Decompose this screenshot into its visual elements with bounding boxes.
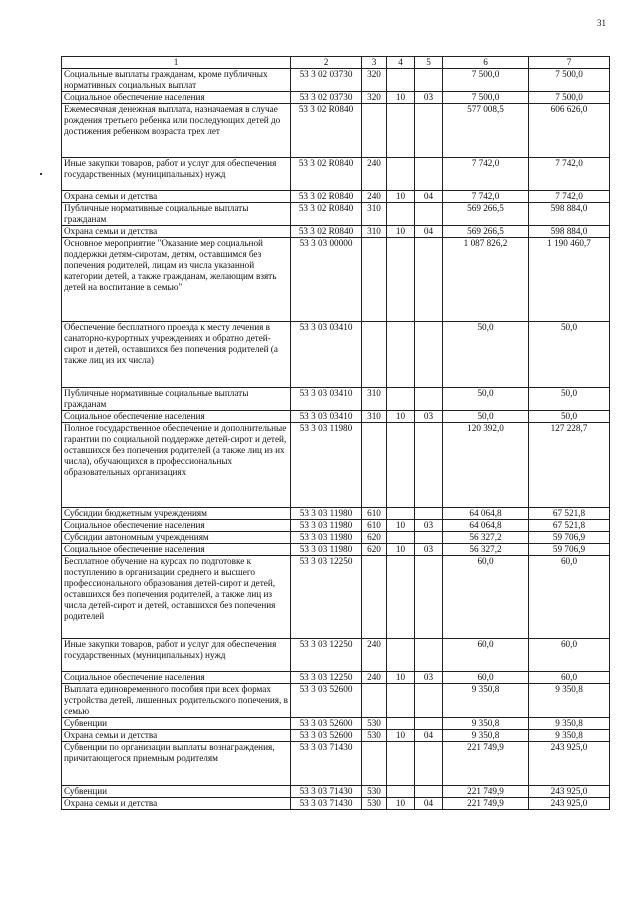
- column-header: 3: [362, 57, 387, 69]
- row-name: Субвенции по организации выплаты вознаграждения, причитающегося приемным родителям: [62, 742, 291, 786]
- row-amount-col6: 56 327,2: [443, 532, 529, 544]
- column-header: 1: [62, 57, 291, 69]
- row-amount-col7: 243 925,0: [529, 742, 610, 786]
- row-code: 53 3 03 52600: [291, 718, 362, 730]
- row-section: [387, 388, 415, 411]
- row-expense-type: 530: [362, 718, 387, 730]
- row-amount-col6: 56 327,2: [443, 544, 529, 556]
- row-amount-col7: 59 706,9: [529, 544, 610, 556]
- row-section: 10: [387, 798, 415, 810]
- row-code: 53 3 03 12250: [291, 639, 362, 672]
- row-section: [387, 203, 415, 226]
- row-amount-col6: 50,0: [443, 411, 529, 423]
- row-amount-col7: 67 521,8: [529, 508, 610, 520]
- row-expense-type: 530: [362, 730, 387, 742]
- margin-mark: [40, 173, 42, 175]
- row-code: 53 3 02 03730: [291, 92, 362, 104]
- row-section: [387, 69, 415, 92]
- row-code: 53 3 03 71430: [291, 742, 362, 786]
- row-expense-type: 530: [362, 786, 387, 798]
- row-subsection: [415, 508, 443, 520]
- row-code: 53 3 03 71430: [291, 786, 362, 798]
- table-row: [62, 423, 610, 508]
- table-row: [62, 191, 610, 203]
- row-section: 10: [387, 191, 415, 203]
- row-code: 53 3 03 11980: [291, 520, 362, 532]
- row-section: [387, 718, 415, 730]
- row-expense-type: [362, 238, 387, 322]
- row-expense-type: 320: [362, 92, 387, 104]
- row-amount-col7: 7 500,0: [529, 69, 610, 92]
- row-amount-col6: 50,0: [443, 322, 529, 388]
- row-amount-col6: 7 742,0: [443, 191, 529, 203]
- row-name: Полное государственное обеспечение и дополнительные гарантии по социальной поддержке детей-сирот и детей, оставшихся без попечения родителей (а также лиц из их числа), обучающихся в профессиональных образовательных организациях: [62, 423, 291, 508]
- table-header-row: [62, 57, 610, 69]
- row-name: Иные закупки товаров, работ и услуг для обеспечения государственных (муниципальных) нужд: [62, 158, 291, 191]
- row-expense-type: [362, 104, 387, 158]
- row-amount-col6: 7 742,0: [443, 158, 529, 191]
- row-subsection: [415, 158, 443, 191]
- row-expense-type: [362, 684, 387, 718]
- row-subsection: [415, 388, 443, 411]
- row-expense-type: 240: [362, 158, 387, 191]
- row-name: Социальные выплаты гражданам, кроме публичных нормативных социальных выплат: [62, 69, 291, 92]
- row-amount-col7: 50,0: [529, 411, 610, 423]
- row-name: Выплата единовременного пособия при всех формах устройства детей, лишенных родительского попечения, в семью: [62, 684, 291, 718]
- row-expense-type: [362, 423, 387, 508]
- row-name: Социальное обеспечение населения: [62, 92, 291, 104]
- row-expense-type: [362, 556, 387, 639]
- row-subsection: 04: [415, 226, 443, 238]
- row-subsection: [415, 532, 443, 544]
- table-row: [62, 544, 610, 556]
- row-subsection: 03: [415, 520, 443, 532]
- row-subsection: 04: [415, 730, 443, 742]
- row-name: Публичные нормативные социальные выплаты гражданам: [62, 203, 291, 226]
- row-code: 53 3 02 R0840: [291, 104, 362, 158]
- row-expense-type: [362, 322, 387, 388]
- table-row: [62, 388, 610, 411]
- row-amount-col7: 60,0: [529, 672, 610, 684]
- row-amount-col7: 243 925,0: [529, 786, 610, 798]
- page-number: 31: [597, 18, 606, 28]
- row-code: 53 3 02 R0840: [291, 226, 362, 238]
- row-name: Публичные нормативные социальные выплаты гражданам: [62, 388, 291, 411]
- table-row: [62, 672, 610, 684]
- row-name: Социальное обеспечение населения: [62, 672, 291, 684]
- row-name: Охрана семьи и детства: [62, 191, 291, 203]
- row-subsection: [415, 104, 443, 158]
- row-amount-col7: 7 500,0: [529, 92, 610, 104]
- column-header: 4: [387, 57, 415, 69]
- row-name: Охрана семьи и детства: [62, 226, 291, 238]
- row-subsection: [415, 556, 443, 639]
- row-amount-col7: 60,0: [529, 639, 610, 672]
- row-amount-col6: 221 749,9: [443, 798, 529, 810]
- row-subsection: 03: [415, 544, 443, 556]
- row-amount-col6: 569 266,5: [443, 226, 529, 238]
- row-name: Охрана семьи и детства: [62, 730, 291, 742]
- row-amount-col7: 606 626,0: [529, 104, 610, 158]
- row-amount-col7: 598 884,0: [529, 226, 610, 238]
- row-amount-col7: 59 706,9: [529, 532, 610, 544]
- row-amount-col7: 127 228,7: [529, 423, 610, 508]
- row-name: Субсидии бюджетным учреждениям: [62, 508, 291, 520]
- row-section: [387, 158, 415, 191]
- column-header: 6: [443, 57, 529, 69]
- row-code: 53 3 03 11980: [291, 423, 362, 508]
- row-amount-col7: 50,0: [529, 388, 610, 411]
- row-code: 53 3 03 11980: [291, 532, 362, 544]
- budget-table: [61, 56, 610, 810]
- row-code: 53 3 02 03730: [291, 69, 362, 92]
- row-section: [387, 556, 415, 639]
- row-section: 10: [387, 544, 415, 556]
- row-amount-col6: 60,0: [443, 556, 529, 639]
- table-row: [62, 639, 610, 672]
- row-amount-col7: 598 884,0: [529, 203, 610, 226]
- row-amount-col6: 9 350,8: [443, 684, 529, 718]
- row-expense-type: 310: [362, 226, 387, 238]
- row-subsection: [415, 203, 443, 226]
- row-amount-col6: 64 064,8: [443, 520, 529, 532]
- row-code: 53 3 02 R0840: [291, 158, 362, 191]
- row-section: [387, 639, 415, 672]
- row-subsection: [415, 423, 443, 508]
- row-amount-col7: 67 521,8: [529, 520, 610, 532]
- row-name: Основное мероприятие "Оказание мер социальной поддержки детям-сиротам, детям, оставшимся без попечения родителей, лицам из числа указанной категории детей, а также гражданам, желающим взять детей на воспитание в семью": [62, 238, 291, 322]
- row-amount-col6: 9 350,8: [443, 730, 529, 742]
- table-row: [62, 238, 610, 322]
- row-section: 10: [387, 92, 415, 104]
- row-name: Субвенции: [62, 786, 291, 798]
- row-code: 53 3 03 00000: [291, 238, 362, 322]
- row-amount-col6: 64 064,8: [443, 508, 529, 520]
- row-name: Социальное обеспечение населения: [62, 520, 291, 532]
- column-header: 7: [529, 57, 610, 69]
- row-amount-col6: 7 500,0: [443, 92, 529, 104]
- row-expense-type: 240: [362, 191, 387, 203]
- row-section: [387, 742, 415, 786]
- row-amount-col6: 577 008,5: [443, 104, 529, 158]
- row-name: Субсидии автономным учреждениям: [62, 532, 291, 544]
- table-row: [62, 411, 610, 423]
- column-header: 2: [291, 57, 362, 69]
- row-amount-col6: 60,0: [443, 639, 529, 672]
- row-name: Социальное обеспечение населения: [62, 411, 291, 423]
- table-row: [62, 798, 610, 810]
- row-section: [387, 508, 415, 520]
- row-amount-col6: 60,0: [443, 672, 529, 684]
- row-amount-col7: 7 742,0: [529, 191, 610, 203]
- row-code: 53 3 03 52600: [291, 684, 362, 718]
- row-section: 10: [387, 520, 415, 532]
- row-section: 10: [387, 672, 415, 684]
- row-amount-col7: 243 925,0: [529, 798, 610, 810]
- table-row: [62, 203, 610, 226]
- row-amount-col7: 9 350,8: [529, 730, 610, 742]
- row-expense-type: [362, 742, 387, 786]
- row-expense-type: 310: [362, 203, 387, 226]
- row-code: 53 3 03 03410: [291, 388, 362, 411]
- row-name: Ежемесячная денежная выплата, назначаемая в случае рождения третьего ребенка или последующих детей до достижения ребенком возраста трех лет: [62, 104, 291, 158]
- row-amount-col6: 221 749,9: [443, 742, 529, 786]
- row-subsection: 04: [415, 191, 443, 203]
- row-subsection: [415, 786, 443, 798]
- row-amount-col7: 9 350,8: [529, 684, 610, 718]
- row-expense-type: 310: [362, 411, 387, 423]
- row-name: Иные закупки товаров, работ и услуг для обеспечения государственных (муниципальных) нужд: [62, 639, 291, 672]
- row-amount-col6: 50,0: [443, 388, 529, 411]
- table-row: [62, 730, 610, 742]
- row-subsection: [415, 238, 443, 322]
- row-subsection: 03: [415, 92, 443, 104]
- row-section: 10: [387, 226, 415, 238]
- row-code: 53 3 03 03410: [291, 322, 362, 388]
- row-name: Бесплатное обучение на курсах по подготовке к поступлению в организации среднего и высшего профессионального образования детей-сирот и детей, оставшихся без попечения родителей, а также лиц из числа детей-сирот и детей, оставшихся без попечения родителей: [62, 556, 291, 639]
- table-row: [62, 92, 610, 104]
- row-expense-type: 610: [362, 520, 387, 532]
- row-name: Охрана семьи и детства: [62, 798, 291, 810]
- row-code: 53 3 03 71430: [291, 798, 362, 810]
- row-amount-col7: 7 742,0: [529, 158, 610, 191]
- row-expense-type: 610: [362, 508, 387, 520]
- table-row: [62, 556, 610, 639]
- row-amount-col7: 60,0: [529, 556, 610, 639]
- row-section: [387, 104, 415, 158]
- row-amount-col6: 221 749,9: [443, 786, 529, 798]
- row-subsection: 03: [415, 411, 443, 423]
- row-amount-col7: 50,0: [529, 322, 610, 388]
- row-expense-type: 240: [362, 639, 387, 672]
- row-subsection: 04: [415, 798, 443, 810]
- row-code: 53 3 03 52600: [291, 730, 362, 742]
- row-subsection: [415, 718, 443, 730]
- table-row: [62, 226, 610, 238]
- table-row: [62, 786, 610, 798]
- row-subsection: [415, 742, 443, 786]
- row-subsection: [415, 684, 443, 718]
- row-code: 53 3 02 R0840: [291, 191, 362, 203]
- row-subsection: [415, 322, 443, 388]
- table-row: [62, 69, 610, 92]
- row-amount-col6: 120 392,0: [443, 423, 529, 508]
- row-code: 53 3 03 12250: [291, 672, 362, 684]
- row-section: [387, 532, 415, 544]
- row-section: 10: [387, 411, 415, 423]
- table-row: [62, 684, 610, 718]
- row-section: [387, 684, 415, 718]
- table-row: [62, 520, 610, 532]
- table-row: [62, 508, 610, 520]
- row-section: [387, 238, 415, 322]
- row-name: Субвенции: [62, 718, 291, 730]
- table-row: [62, 104, 610, 158]
- row-name: Социальное обеспечение населения: [62, 544, 291, 556]
- row-code: 53 3 03 12250: [291, 556, 362, 639]
- row-code: 53 3 03 11980: [291, 508, 362, 520]
- row-amount-col7: 9 350,8: [529, 718, 610, 730]
- row-expense-type: 620: [362, 544, 387, 556]
- row-expense-type: 530: [362, 798, 387, 810]
- row-amount-col6: 9 350,8: [443, 718, 529, 730]
- row-expense-type: 310: [362, 388, 387, 411]
- table-row: [62, 742, 610, 786]
- row-subsection: [415, 639, 443, 672]
- row-subsection: [415, 69, 443, 92]
- row-amount-col6: 7 500,0: [443, 69, 529, 92]
- row-code: 53 3 02 R0840: [291, 203, 362, 226]
- row-code: 53 3 03 11980: [291, 544, 362, 556]
- table-row: [62, 718, 610, 730]
- row-section: [387, 786, 415, 798]
- row-expense-type: 620: [362, 532, 387, 544]
- row-expense-type: 320: [362, 69, 387, 92]
- row-code: 53 3 03 03410: [291, 411, 362, 423]
- table-row: [62, 158, 610, 191]
- row-amount-col6: 569 266,5: [443, 203, 529, 226]
- row-section: 10: [387, 730, 415, 742]
- table-row: [62, 532, 610, 544]
- row-subsection: 03: [415, 672, 443, 684]
- column-header: 5: [415, 57, 443, 69]
- row-section: [387, 322, 415, 388]
- row-amount-col7: 1 190 460,7: [529, 238, 610, 322]
- row-expense-type: 240: [362, 672, 387, 684]
- row-section: [387, 423, 415, 508]
- row-name: Обеспечение бесплатного проезда к месту лечения в санаторно-курортных учреждениях и обратно детей-сирот и детей, оставшихся без попечения родителей (а также лиц из их числа): [62, 322, 291, 388]
- table-row: [62, 322, 610, 388]
- row-amount-col6: 1 087 826,2: [443, 238, 529, 322]
